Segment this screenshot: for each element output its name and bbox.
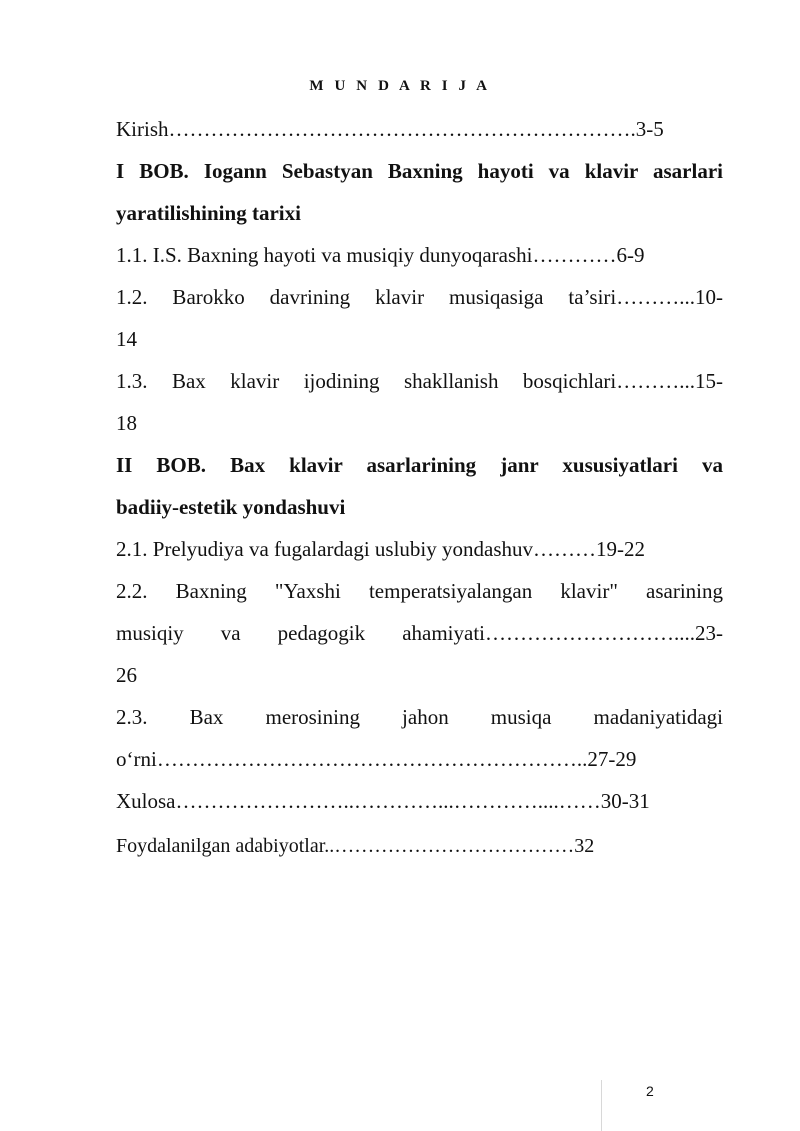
page-number: 2	[646, 1083, 654, 1099]
footer-divider	[601, 1080, 602, 1131]
toc-entry-2-1: 2.1. Prelyudiya va fugalardagi uslubiy yondashuv………19-22	[116, 537, 645, 561]
toc-chapter-2-heading-cont: badiiy-estetik yondashuvi	[116, 495, 346, 519]
toc-entry-1-2-cont: 14	[116, 327, 137, 351]
page-title: M U N D A R I J A	[309, 78, 491, 94]
toc-entry-2-2-cont-2: 26	[116, 663, 137, 687]
toc-chapter-2-heading: II BOB. Bax klavir asarlarining janr xususiyatlari va	[116, 453, 723, 477]
toc-entry-2-3: 2.3. Bax merosining jahon musiqa madaniyatidagi	[116, 705, 723, 729]
toc-entry-1-2: 1.2. Barokko davrining klavir musiqasiga ta’siri………...10-	[116, 285, 723, 309]
toc-entry-1-3-cont: 18	[116, 411, 137, 435]
toc-chapter-1-heading-cont: yaratilishining tarixi	[116, 201, 301, 225]
toc-chapter-1-heading: I BOB. Iogann Sebastyan Baxning hayoti va klavir asarlari	[116, 159, 723, 183]
toc-entry-1-3: 1.3. Bax klavir ijodining shakllanish bosqichlari………...15-	[116, 369, 723, 393]
toc-entry-1-1: 1.1. I.S. Baxning hayoti va musiqiy dunyoqarashi…………6-9	[116, 243, 645, 267]
toc-entry-2-3-cont: o‘rni……………………………………………………..27-29	[116, 747, 637, 771]
toc-entry-kirish: Kirish………………………………………………………….3-5	[116, 117, 664, 141]
toc-entry-bibliography: Foydalanilgan adabiyotlar..………………………………32	[116, 835, 595, 857]
toc-entry-2-2: 2.2. Baxning "Yaxshi temperatsiyalangan klavir" asarining	[116, 579, 723, 603]
toc-entry-2-2-cont: musiqiy va pedagogik ahamiyati………………………....23-	[116, 621, 723, 645]
toc-entry-xulosa: Xulosa……………………..…………...…………....……30-31	[116, 789, 650, 813]
